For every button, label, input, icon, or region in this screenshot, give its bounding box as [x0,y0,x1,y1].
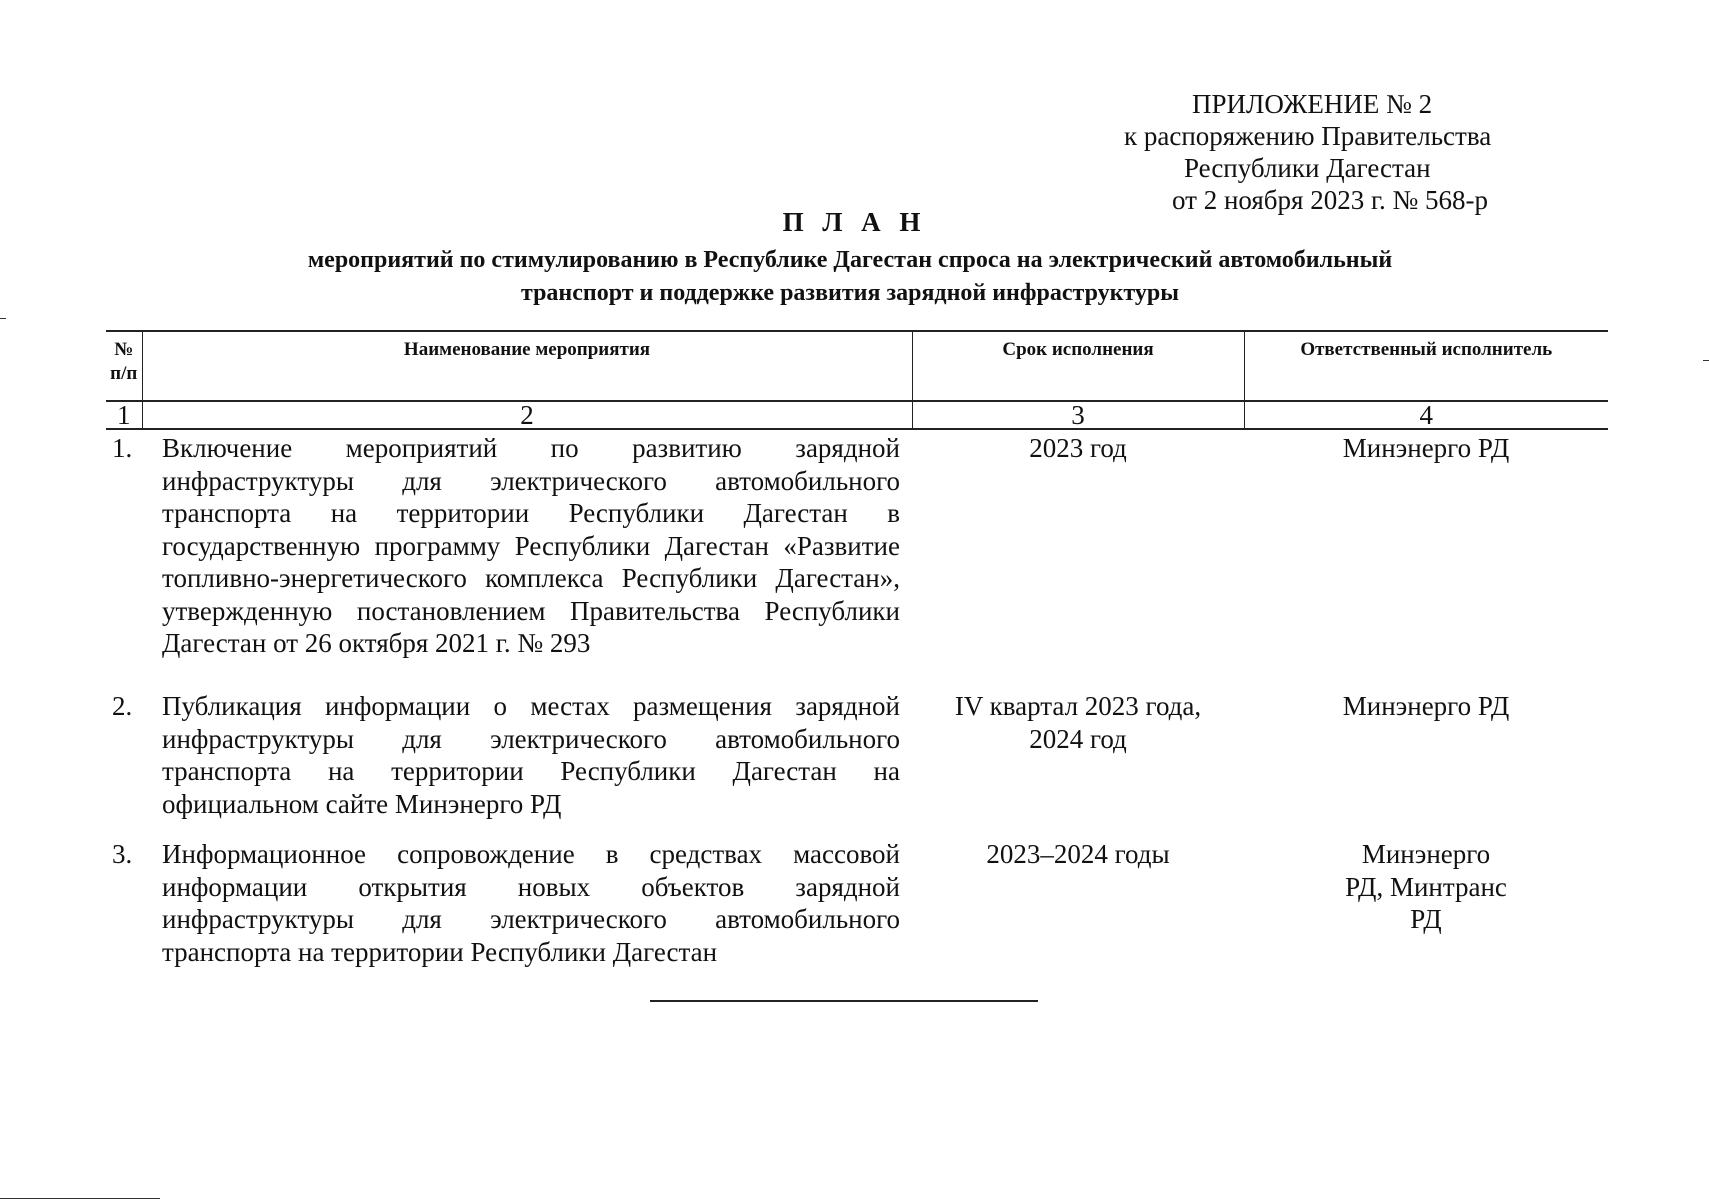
activity-name: Информационное сопровождение в средствах массовой информации открытия новых объектов зарядной инфраструктуры для электрического автомобильного транспорта на территории Республики Дагестан [162,839,900,967]
scan-artifact-line [0,1198,160,1199]
appendix-date-line: от 2 ноября 2023 г. № 568-р [1172,185,1488,215]
appendix-republic-line: Республики Дагестан [1184,153,1431,183]
appendix-order-line: к распоряжению Правительства [1124,121,1492,151]
header-name: Наименование мероприятия [142,331,912,401]
activity-term: IV квартал 2023 года, 2024 год [954,691,1202,754]
document-title: П Л А Н [782,207,927,237]
document-subtitle [150,244,1550,310]
subtitle-line-2: транспорт и поддержке развития зарядной инфраструктуры [520,280,1179,306]
end-of-document-rule [650,1000,1038,1002]
activity-responsible: Минэнерго РД [1342,691,1510,721]
table-row [106,690,1608,838]
activity-responsible: Минэнерго РД [1342,433,1510,463]
table-row [106,838,1608,968]
column-number: 2 [142,401,912,429]
header-term: Срок исполнения [912,331,1244,401]
header-responsible: Ответственный исполнитель [1244,331,1608,401]
column-number: 1 [106,401,142,429]
activity-responsible: Минэнерго РД, Минтранс РД [1345,839,1507,934]
table-row [106,429,1608,690]
header-num: № п/п [106,331,142,401]
appendix-number: ПРИЛОЖЕНИЕ № 2 [1192,89,1433,119]
activity-term: 2023–2024 годы [986,839,1170,869]
activity-name: Включение мероприятий по развитию зарядной инфраструктуры для электрического автомобильного транспорта на территории Республики Дагестан в государственную программу Республики Дагестан «Развитие топливно-энергетического комплекса Республики Дагестан», утвержденную постановлением Правительства Республики Дагестан от 26 октября 2021 г. № 293 [162,433,900,658]
column-number-row [106,401,1608,429]
column-number: 3 [912,401,1244,429]
scan-artifact-line [0,318,6,319]
table-header-row [106,331,1608,401]
row-number: 1. [112,433,133,463]
row-number: 2. [112,691,133,721]
activity-term: 2023 год [1029,433,1127,463]
appendix-header [1080,88,1520,216]
scan-artifact-line [1703,360,1709,361]
activity-name: Публикация информации о местах размещения зарядной инфраструктуры для электрического автомобильного транспорта на территории Республики Дагестан на официальном сайте Минэнерго РД [162,691,900,819]
row-number: 3. [112,839,133,869]
plan-table [106,330,1608,968]
column-number: 4 [1244,401,1608,429]
subtitle-line-1: мероприятий по стимулированию в Республике Дагестан спроса на электрический автомобильный [307,247,1393,273]
